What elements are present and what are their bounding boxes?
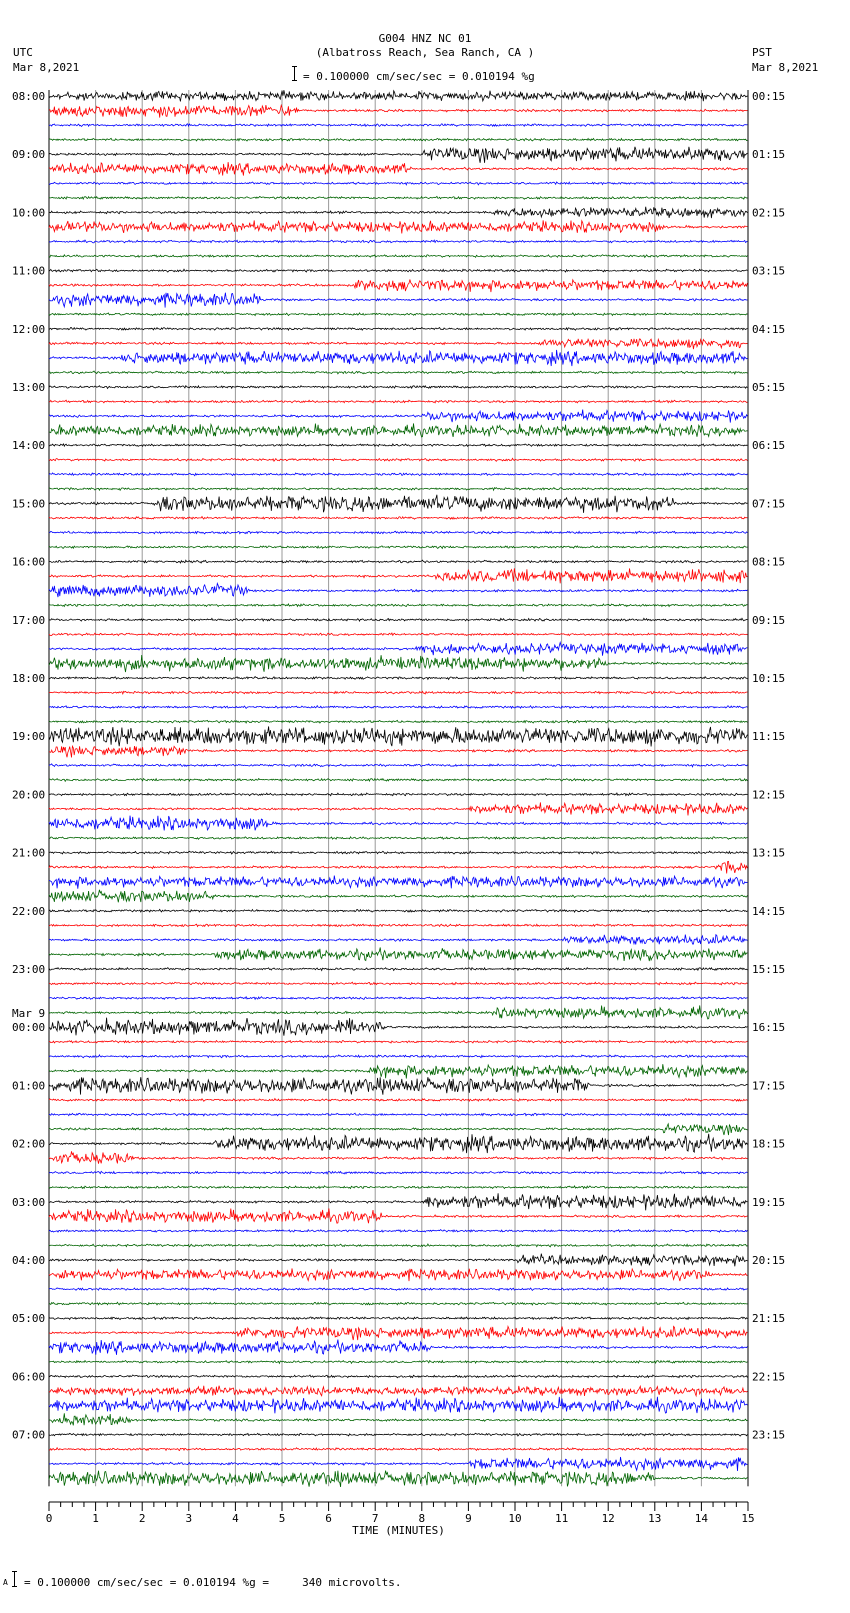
hour-label-utc: 19:00 — [12, 730, 46, 744]
seismic-trace — [49, 851, 747, 854]
hour-label-utc: 14:00 — [12, 439, 46, 453]
seismic-trace — [49, 793, 747, 796]
seismic-trace — [49, 947, 747, 961]
hour-label-utc: 11:00 — [12, 264, 46, 278]
hour-label-pst: 16:15 — [752, 1021, 786, 1035]
seismic-trace — [49, 1302, 747, 1305]
right-timezone: PST — [752, 46, 772, 59]
seismic-trace — [49, 924, 747, 927]
seismic-trace — [49, 1208, 747, 1223]
hour-label-utc: 06:00 — [12, 1370, 46, 1384]
hour-label-utc: 13:00 — [12, 381, 46, 394]
hour-label-utc: 12:00 — [12, 322, 46, 336]
seismic-trace — [49, 935, 747, 945]
hour-label-utc: 08:00 — [12, 90, 46, 103]
seismic-trace — [49, 1005, 747, 1019]
seismic-trace — [49, 350, 747, 366]
seismic-trace — [49, 642, 747, 655]
x-tick-label: 15 — [741, 1512, 755, 1525]
seismic-trace — [49, 583, 747, 597]
date-change-label: Mar 9 — [12, 1007, 46, 1021]
seismic-trace — [49, 1375, 747, 1378]
seismic-trace — [49, 410, 747, 423]
seismic-trace — [49, 1254, 747, 1267]
x-tick-label: 2 — [138, 1512, 146, 1525]
seismic-trace — [49, 968, 747, 971]
hour-label-utc: 23:00 — [12, 963, 46, 976]
seismic-trace — [49, 778, 747, 781]
seismic-trace — [49, 1326, 747, 1340]
seismic-trace — [49, 1040, 747, 1043]
seismic-trace — [49, 1230, 747, 1233]
seismic-trace — [49, 816, 747, 831]
x-tick-label: 8 — [418, 1512, 426, 1525]
hour-label-pst: 12:15 — [752, 788, 786, 802]
x-tick-label: 7 — [371, 1512, 379, 1525]
seismic-trace — [49, 890, 747, 903]
seismic-trace — [49, 982, 747, 985]
seismic-trace — [49, 802, 747, 815]
hour-label-pst: 06:15 — [752, 439, 786, 453]
seismic-trace — [49, 1471, 747, 1487]
hour-label-utc: 15:00 — [12, 497, 46, 511]
seismic-trace — [49, 560, 747, 563]
seismic-trace — [49, 655, 747, 672]
hour-label-pst: 04:15 — [752, 322, 786, 336]
x-tick-label: 14 — [694, 1512, 709, 1525]
seismic-trace — [49, 207, 747, 218]
seismic-trace — [49, 720, 747, 723]
x-tick-label: 1 — [92, 1512, 99, 1525]
seismic-trace — [49, 473, 747, 476]
x-tick-label: 11 — [554, 1512, 569, 1525]
seismic-trace — [49, 1413, 747, 1425]
seismic-trace — [49, 1268, 747, 1281]
hour-label-pst: 23:15 — [752, 1428, 786, 1442]
right-date: Mar 8,2021 — [752, 61, 819, 74]
seismic-trace — [49, 269, 747, 272]
seismic-trace — [49, 746, 747, 757]
seismic-trace — [49, 531, 747, 534]
seismic-trace — [49, 400, 747, 403]
seismic-trace — [49, 1397, 747, 1414]
seismic-trace — [49, 909, 747, 912]
seismic-trace — [49, 328, 747, 331]
seismic-trace — [49, 691, 747, 694]
seismic-trace — [49, 1134, 747, 1153]
seismic-trace — [49, 1386, 747, 1396]
seismic-trace — [49, 1151, 747, 1163]
seismic-trace — [49, 105, 747, 118]
hour-label-utc: 16:00 — [12, 555, 46, 569]
seismic-trace — [49, 371, 747, 374]
seismic-trace — [49, 1077, 747, 1095]
left-timezone: UTC — [13, 46, 33, 59]
seismic-trace — [49, 1186, 747, 1189]
footer-scale-text: = 0.100000 cm/sec/sec = 0.010194 %g = 340 microvolts. — [24, 1576, 402, 1589]
x-tick-label: 0 — [45, 1512, 53, 1525]
seismic-trace — [49, 458, 747, 461]
hour-label-pst: 19:15 — [752, 1195, 786, 1209]
seismic-trace — [49, 240, 747, 243]
x-tick-label: 5 — [278, 1512, 286, 1525]
hour-label-pst: 02:15 — [752, 206, 786, 220]
seismic-trace — [49, 1448, 747, 1451]
seismic-trace — [49, 764, 747, 767]
x-tick-label: 6 — [325, 1512, 332, 1525]
hour-label-pst: 22:15 — [752, 1370, 786, 1384]
seismic-trace — [49, 1244, 747, 1247]
hour-label-pst: 07:15 — [752, 497, 786, 511]
seismic-trace — [49, 147, 747, 163]
hour-label-pst: 03:15 — [752, 264, 786, 278]
seismic-trace — [49, 386, 747, 389]
seismic-trace — [49, 1433, 747, 1436]
seismic-trace — [49, 861, 747, 873]
seismic-trace — [49, 488, 747, 491]
seismic-trace — [49, 546, 747, 549]
hour-label-pst: 17:15 — [752, 1079, 786, 1093]
seismic-trace — [49, 726, 747, 746]
hour-label-utc: 07:00 — [12, 1428, 46, 1442]
seismic-trace — [49, 495, 747, 513]
seismic-trace — [49, 196, 747, 199]
hour-label-utc: 17:00 — [12, 613, 46, 627]
hour-label-pst: 15:15 — [752, 963, 786, 976]
x-tick-label: 4 — [232, 1512, 239, 1525]
hour-label-pst: 21:15 — [752, 1312, 786, 1326]
footer-scale-bar-icon — [14, 1571, 15, 1587]
seismic-trace — [49, 677, 747, 680]
left-date: Mar 8,2021 — [13, 61, 80, 74]
seismic-trace — [49, 1288, 747, 1291]
seismic-trace — [49, 1018, 747, 1036]
hour-label-pst: 00:15 — [752, 90, 786, 103]
seismic-trace — [49, 423, 747, 437]
hour-label-pst: 11:15 — [752, 730, 786, 744]
hour-label-utc: 01:00 — [12, 1079, 46, 1093]
seismic-trace — [49, 604, 747, 607]
seismic-trace — [49, 997, 747, 1000]
x-tick-label: 3 — [185, 1512, 193, 1525]
location-subtitle: (Albatross Reach, Sea Ranch, CA ) — [315, 46, 535, 59]
footer-marker: A — [3, 1578, 8, 1587]
hour-label-pst: 05:15 — [752, 381, 786, 394]
seismic-trace — [49, 1124, 747, 1135]
hour-label-utc: 21:00 — [12, 846, 46, 860]
seismic-trace — [49, 837, 747, 839]
hour-label-pst: 09:15 — [752, 613, 786, 627]
seismic-trace — [49, 90, 747, 101]
seismic-trace — [49, 138, 747, 141]
seismic-trace — [49, 220, 747, 233]
hour-label-utc: 20:00 — [12, 788, 46, 802]
seismic-trace — [49, 1193, 747, 1210]
seismic-trace — [49, 876, 747, 889]
seismic-trace — [49, 618, 747, 621]
seismic-trace — [49, 568, 747, 583]
hour-label-pst: 20:15 — [752, 1254, 786, 1267]
hour-label-utc: 05:00 — [12, 1312, 46, 1326]
seismic-trace — [49, 182, 747, 185]
seismic-trace — [49, 313, 747, 316]
hour-label-pst: 01:15 — [752, 148, 786, 162]
station-title: G004 HNZ NC 01 — [378, 32, 472, 45]
x-tick-label: 13 — [648, 1512, 662, 1525]
hour-label-utc: 09:00 — [12, 148, 46, 162]
x-axis-label: TIME (MINUTES) — [352, 1524, 445, 1537]
seismic-trace — [49, 1171, 747, 1174]
seismic-trace — [49, 1055, 747, 1058]
x-tick-label: 12 — [601, 1512, 615, 1525]
seismic-trace — [49, 162, 747, 175]
seismic-trace — [49, 444, 747, 447]
hour-label-pst: 18:15 — [752, 1137, 786, 1151]
seismic-trace — [49, 1457, 747, 1471]
hour-label-utc: 04:00 — [12, 1254, 46, 1267]
hour-label-utc: 10:00 — [12, 206, 46, 220]
seismic-trace — [49, 517, 747, 520]
hour-label-utc: 02:00 — [12, 1137, 46, 1151]
hour-label-utc: 18:00 — [12, 672, 46, 685]
seismic-trace — [49, 633, 747, 636]
hour-label-pst: 08:15 — [752, 555, 786, 569]
seismic-trace — [49, 1099, 747, 1102]
scale-bar-icon — [294, 66, 295, 81]
hour-label-pst: 14:15 — [752, 904, 786, 918]
seismic-trace — [49, 1361, 747, 1364]
seismic-trace — [49, 1064, 747, 1078]
header-scale-text: = 0.100000 cm/sec/sec = 0.010194 %g — [303, 70, 535, 83]
seismic-trace — [49, 293, 747, 308]
seismic-trace — [49, 255, 747, 258]
seismic-trace — [49, 1317, 747, 1320]
hour-label-pst: 10:15 — [752, 672, 786, 685]
seismic-trace — [49, 1340, 747, 1355]
hour-label-utc: 22:00 — [12, 904, 46, 918]
hour-label-pst: 13:15 — [752, 846, 786, 860]
seismic-trace — [49, 706, 747, 709]
hour-label-utc: 00:00 — [12, 1021, 46, 1035]
x-tick-label: 10 — [508, 1512, 522, 1525]
x-tick-label: 9 — [465, 1512, 472, 1525]
seismic-trace — [49, 1113, 747, 1116]
seismic-trace — [49, 124, 747, 127]
seismic-trace — [49, 339, 747, 349]
hour-label-utc: 03:00 — [12, 1195, 46, 1209]
seismic-trace — [49, 279, 747, 292]
